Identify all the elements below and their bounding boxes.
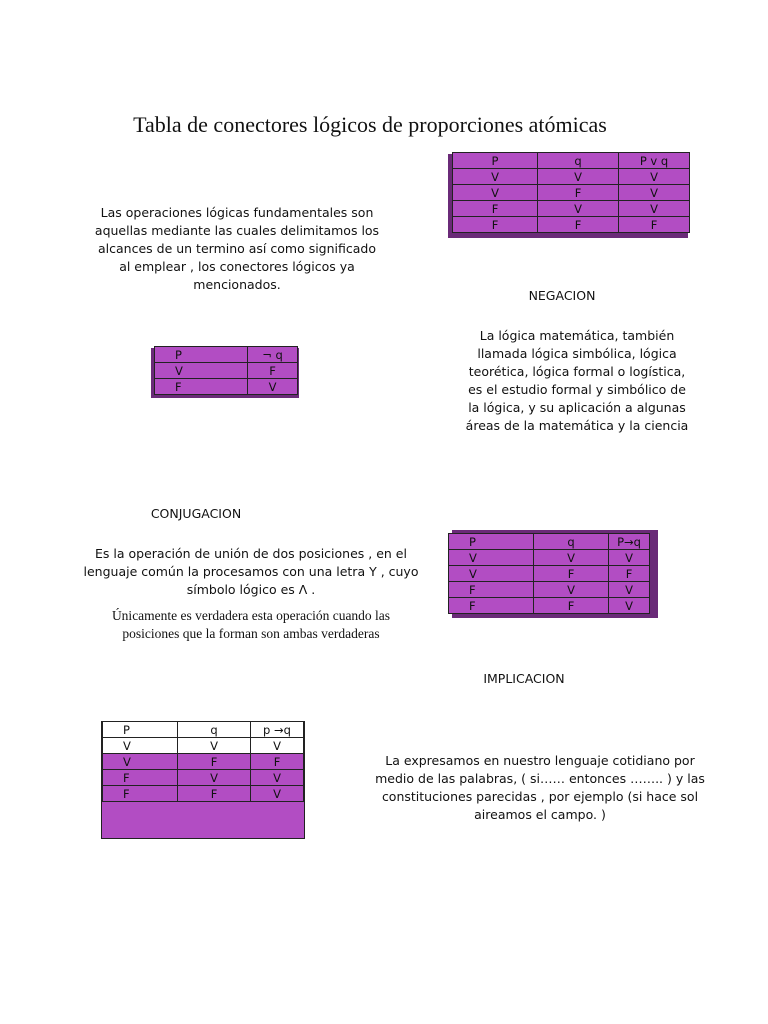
table-row [103, 770, 304, 786]
conjunction-heading: CONJUGACION [150, 506, 242, 521]
table-row [449, 566, 650, 582]
table-cell: F [534, 566, 609, 582]
implication-heading: IMPLICACION [483, 671, 565, 686]
table-header-row [103, 722, 304, 738]
conjunction-table [448, 533, 650, 614]
table-header-cell: q [178, 722, 251, 738]
table-cell: V [538, 201, 619, 217]
table-cell: F [178, 786, 251, 802]
table-row [453, 169, 690, 185]
table-cell: V [609, 550, 650, 566]
page-title: Tabla de conectores lógicos de proporciones atómicas [133, 112, 607, 137]
table-cell: F [449, 582, 534, 598]
table-cell: V [103, 754, 178, 770]
table-cell: F [453, 201, 538, 217]
table-cell: V [609, 598, 650, 614]
table-row [453, 201, 690, 217]
table-header-cell: P [155, 347, 248, 363]
conjunction-paragraph: Es la operación de unión de dos posiciones , en el lenguaje común la procesamos con una letra Y , cuyo símbolo lógico es Λ . [83, 546, 419, 597]
table-cell: V [453, 185, 538, 201]
table-cell: F [609, 566, 650, 582]
table-row [453, 217, 690, 233]
table-row [103, 738, 304, 754]
table-cell: F [453, 217, 538, 233]
negation-paragraph: La lógica matemática, también llamada lógica simbólica, lógica teorética, lógica formal o logística, es el estudio formal y simbólico de la lógica, y su aplicación a algunas áreas de la matemática y la ciencia [465, 328, 689, 433]
disjunction-table [452, 152, 690, 233]
table-cell: F [449, 598, 534, 614]
table-cell: V [248, 379, 298, 395]
table-cell: F [251, 754, 304, 770]
table-header-cell: P [449, 534, 534, 550]
table-cell: F [103, 770, 178, 786]
table-cell: V [538, 169, 619, 185]
table-row [449, 582, 650, 598]
table-header-row [449, 534, 650, 550]
table-header-cell: q [538, 153, 619, 169]
table-cell: F [538, 185, 619, 201]
table-cell: V [103, 738, 178, 754]
table-cell: V [534, 550, 609, 566]
table-header-row [453, 153, 690, 169]
table-cell: V [534, 582, 609, 598]
table-header-cell: ¬ q [248, 347, 298, 363]
table-cell: V [449, 550, 534, 566]
table-cell: V [449, 566, 534, 582]
table-cell: V [619, 185, 690, 201]
table-header-cell: q [534, 534, 609, 550]
table-row [155, 363, 298, 379]
table-row [103, 754, 304, 770]
table-cell: F [155, 379, 248, 395]
table-cell: V [251, 786, 304, 802]
table-cell: V [155, 363, 248, 379]
table-cell: F [248, 363, 298, 379]
table-row [449, 598, 650, 614]
conjunction-note: Únicamente es verdadera esta operación cuando las posiciones que la forman son ambas verdaderas [111, 608, 391, 641]
table-row [453, 185, 690, 201]
table-cell: F [619, 217, 690, 233]
table-cell: V [453, 169, 538, 185]
intro-paragraph: Las operaciones lógicas fundamentales son aquellas mediante las cuales delimitamos los alcances de un termino así como significado al emplear , los conectores lógicos ya mencionados. [94, 205, 380, 292]
table-cell: F [178, 754, 251, 770]
implication-paragraph: La expresamos en nuestro lenguaje cotidiano por medio de las palabras, ( si…… entonces …….. ) y las constituciones parecidas , por ejemplo (si hace sol aireamos el campo. ) [375, 753, 705, 822]
table-row [155, 379, 298, 395]
table-cell: V [178, 770, 251, 786]
table-cell: V [251, 770, 304, 786]
implication-table [102, 721, 304, 802]
table-header-cell: P [453, 153, 538, 169]
table-header-cell: P [103, 722, 178, 738]
table-cell: F [538, 217, 619, 233]
table-cell: V [619, 201, 690, 217]
negation-table [154, 346, 298, 395]
table-cell: V [178, 738, 251, 754]
table-header-cell: P→q [609, 534, 650, 550]
negation-heading: NEGACION [528, 288, 596, 303]
table-cell: V [609, 582, 650, 598]
table-header-row [155, 347, 298, 363]
table-cell: F [534, 598, 609, 614]
table-cell: V [251, 738, 304, 754]
table-cell: V [619, 169, 690, 185]
table-header-cell: P v q [619, 153, 690, 169]
table-cell: F [103, 786, 178, 802]
table-row [103, 786, 304, 802]
table-header-cell: p →q [251, 722, 304, 738]
table-row [449, 550, 650, 566]
